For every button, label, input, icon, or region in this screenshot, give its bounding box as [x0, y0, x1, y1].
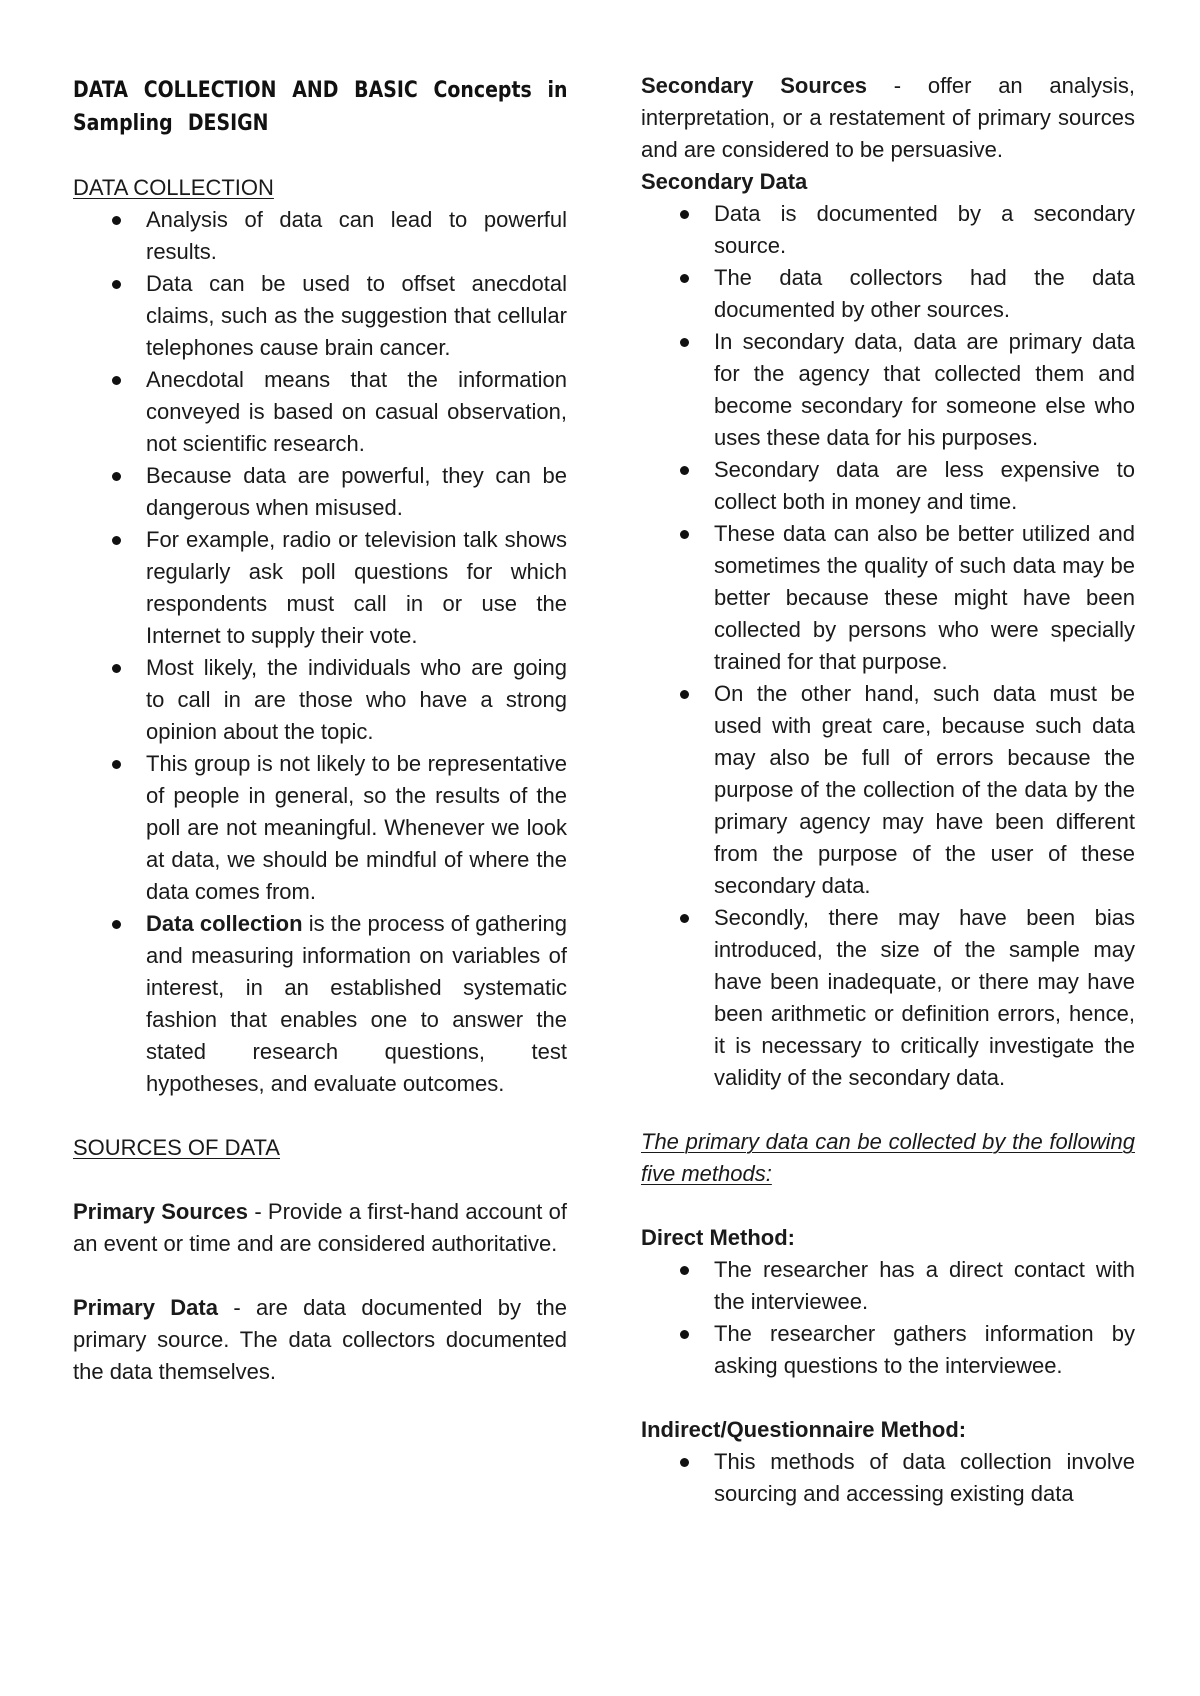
methods-intro: The primary data can be collected by the following five methods:	[641, 1129, 1135, 1186]
secondary-sources-text: - offer an analysis, interpretation, or a restatement of primary sources and are considered to be persuasive.	[641, 73, 1135, 162]
list-item	[641, 454, 1135, 518]
sources-of-data-heading: SOURCES OF DATA	[73, 1135, 280, 1160]
bullet-icon	[680, 274, 689, 283]
direct-method-list	[641, 1254, 1135, 1382]
list-item	[73, 268, 567, 364]
list-item-text: The researcher gathers information by asking questions to the interviewee.	[714, 1321, 1135, 1378]
bullet-icon	[112, 920, 121, 929]
document-title: DATA COLLECTION AND BASIC Concepts in Sampling DESIGN	[73, 78, 568, 136]
bullet-icon	[112, 472, 121, 481]
list-item-text: Most likely, the individuals who are going to call in are those who have a strong opinion about the topic.	[146, 655, 567, 744]
bullet-icon	[680, 914, 689, 923]
secondary-data-list	[641, 198, 1135, 1094]
primary-data-label: Primary Data	[73, 1295, 218, 1320]
bullet-icon	[112, 216, 121, 225]
list-item	[641, 902, 1135, 1094]
list-item-text: Analysis of data can lead to powerful results.	[146, 207, 567, 264]
list-item	[641, 1254, 1135, 1318]
bullet-icon	[680, 466, 689, 475]
list-item	[73, 524, 567, 652]
list-item	[641, 518, 1135, 678]
list-item	[641, 1318, 1135, 1382]
primary-sources-text: - Provide a first-hand account of an event or time and are considered authoritative.	[73, 1199, 568, 1256]
list-item	[73, 460, 567, 524]
list-item	[641, 326, 1135, 454]
list-item-text: For example, radio or television talk shows regularly ask poll questions for which respondents must call in or use the Internet to supply their vote.	[146, 527, 567, 648]
bullet-icon	[680, 338, 689, 347]
list-item	[641, 1446, 1135, 1510]
list-item-text: Secondly, there may have been bias introduced, the size of the sample may have been inadequate, or there may have been arithmetic or definition errors, hence, it is necessary to critically investigate the validity of the secondary data.	[714, 905, 1135, 1090]
list-item-text: Because data are powerful, they can be dangerous when misused.	[146, 463, 567, 520]
data-collection-list	[73, 204, 567, 1100]
list-item	[641, 678, 1135, 902]
list-item	[73, 204, 567, 268]
primary-data-paragraph	[73, 1292, 567, 1388]
list-item-text: This group is not likely to be representative of people in general, so the results of the poll are not meaningful. Whenever we look at data, we should be mindful of where the data comes from.	[146, 751, 567, 904]
secondary-sources-label: Secondary Sources	[641, 73, 868, 98]
bullet-icon	[680, 1266, 689, 1275]
bullet-icon	[680, 210, 689, 219]
primary-data-text: - are data documented by the primary source. The data collectors documented the data themselves.	[73, 1295, 567, 1384]
data-collection-heading: DATA COLLECTION	[73, 175, 274, 200]
bullet-icon	[112, 280, 121, 289]
list-item	[641, 198, 1135, 262]
bullet-icon	[680, 1458, 689, 1467]
bullet-icon	[112, 760, 121, 769]
bullet-icon	[112, 664, 121, 673]
direct-method-heading: Direct Method:	[641, 1225, 795, 1250]
list-item	[73, 364, 567, 460]
list-item	[73, 908, 567, 1100]
list-item	[73, 652, 567, 748]
list-item-text: Secondary data are less expensive to collect both in money and time.	[714, 457, 1135, 514]
bullet-icon	[112, 376, 121, 385]
bullet-icon	[680, 690, 689, 699]
data-collection-term: Data collection	[146, 911, 303, 936]
list-item-text: Anecdotal means that the information conveyed is based on casual observation, not scientific research.	[146, 367, 567, 456]
left-column	[73, 70, 567, 1388]
bullet-icon	[680, 1330, 689, 1339]
list-item-text: Data can be used to offset anecdotal claims, such as the suggestion that cellular telephones cause brain cancer.	[146, 271, 567, 360]
list-item-text: Data is documented by a secondary source.	[714, 201, 1135, 258]
right-column	[641, 70, 1135, 1510]
list-item	[641, 262, 1135, 326]
indirect-method-list	[641, 1446, 1135, 1510]
list-item-text: In secondary data, data are primary data for the agency that collected them and become secondary for someone else who uses these data for his purposes.	[714, 329, 1135, 450]
secondary-sources-paragraph	[641, 70, 1135, 166]
primary-sources-label: Primary Sources	[73, 1199, 249, 1224]
list-item-text: These data can also be better utilized and sometimes the quality of such data may be better because these might have been collected by persons who were specially trained for that purpose.	[714, 521, 1135, 674]
bullet-icon	[112, 536, 121, 545]
bullet-icon	[680, 530, 689, 539]
primary-sources-paragraph	[73, 1196, 567, 1260]
list-item-text: The researcher has a direct contact with the interviewee.	[714, 1257, 1135, 1314]
indirect-method-heading: Indirect/Questionnaire Method:	[641, 1417, 967, 1442]
secondary-data-heading: Secondary Data	[641, 169, 808, 194]
list-item-text: This methods of data collection involve sourcing and accessing existing data	[714, 1449, 1135, 1506]
list-item-text: The data collectors had the data documented by other sources.	[714, 265, 1135, 322]
data-collection-definition: is the process of gathering and measuring information on variables of interest, in an established systematic fashion that enables one to answer the stated research questions, test hypotheses, and evaluate outcomes.	[146, 911, 567, 1096]
list-item-text: On the other hand, such data must be used with great care, because such data may also be full of errors because the purpose of the collection of the data by the primary agency may have been different from the purpose of the user of these secondary data.	[714, 681, 1135, 898]
list-item	[73, 748, 567, 908]
